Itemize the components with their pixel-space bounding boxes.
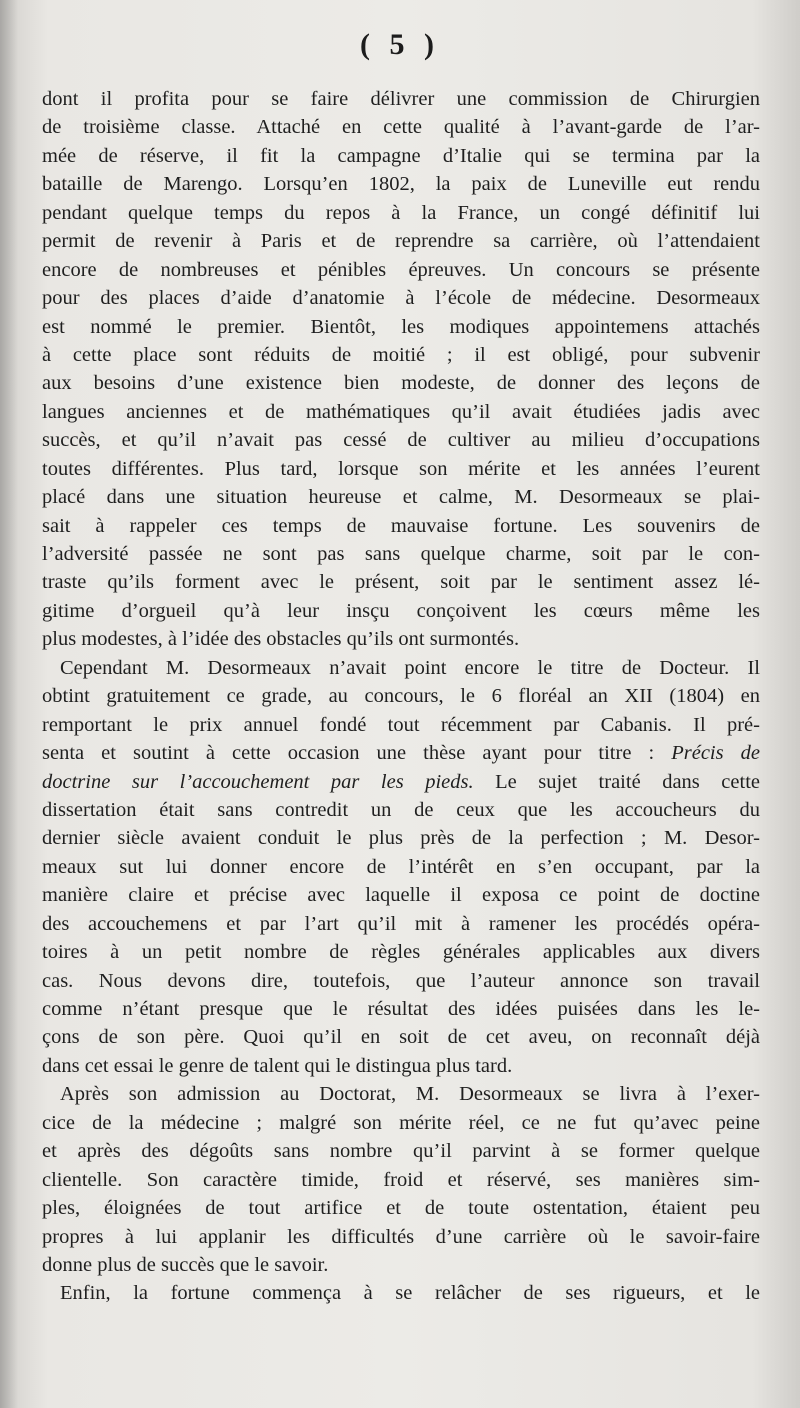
text-line: pour des places d’aide d’anatomie à l’école de médecine. Desormeaux [42, 287, 760, 310]
text-line: cas. Nous devons dire, toutefois, que l’auteur annonce son travail [42, 969, 760, 992]
text-line: dont il profita pour se faire délivrer une commission de Chirurgien [42, 88, 760, 110]
body-text [42, 85, 760, 1308]
text-line: permit de revenir à Paris et de reprendre sa carrière, où l’attendaient [42, 230, 760, 253]
text-line: toutes différentes. Plus tard, lorsque son mérite et les années l’eurent [42, 457, 760, 480]
text-line: sait à rappeler ces temps de mauvaise fortune. Les souvenirs de [42, 514, 760, 537]
text-line: traste qu’ils forment avec le présent, soit par le sentiment assez lé- [42, 571, 760, 594]
text-line: clientelle. Son caractère timide, froid et réservé, ses manières sim- [42, 1168, 760, 1191]
text-line-with-title [42, 739, 760, 767]
text-line: comme n’étant presque que le résultat des idées puisées dans les le- [42, 998, 760, 1020]
paragraph-4 [42, 1279, 760, 1307]
text-line: donne plus de succès que le savoir. [42, 1253, 329, 1276]
text-line: obtint gratuitement ce grade, au concours, le 6 floréal an XII (1804) en [42, 685, 760, 708]
text-line: bataille de Marengo. Lorsqu’en 1802, la paix de Luneville eut rendu [42, 173, 760, 196]
text-line: çons de son père. Quoi qu’il en soit de cet aveu, on reconnaît déjà [42, 1026, 760, 1049]
text-line: remportant le prix annuel fondé tout récemment par Cabanis. Il pré- [42, 713, 760, 736]
text-line: pendant quelque temps du repos à la France, un congé définitif lui [42, 201, 760, 224]
text-line: propres à lui applanir les difficultés d’une carrière où le savoir-faire [42, 1225, 760, 1248]
text-line: encore de nombreuses et pénibles épreuves. Un concours se présente [42, 258, 760, 281]
text-line: ples, éloignées de tout artifice et de toute ostentation, étaient peu [42, 1197, 760, 1220]
text-line: cice de la médecine ; malgré son mérite réel, ce ne fut qu’avec peine [42, 1111, 760, 1134]
text-line: mée de réserve, il fit la campagne d’Italie qui se termina par la [42, 144, 760, 167]
text-line: dissertation était sans contredit un de ceux que les accoucheurs du [42, 798, 760, 821]
text-line: des accouchemens et par l’art qu’il mit à ramener les procédés opéra- [42, 912, 760, 935]
text-line: l’adversité passée ne sont pas sans quelque charme, soit par le con- [42, 543, 760, 565]
paragraph-1 [42, 85, 760, 654]
text-line: dans cet essai le genre de talent qui le distingua plus tard. [42, 1054, 513, 1077]
text-line: plus modestes, à l’idée des obstacles qu’ils ont surmontés. [42, 628, 520, 651]
thesis-title-start: Précis de [671, 742, 760, 765]
text-line: aux besoins d’une existence bien modeste, de donner des leçons de [42, 372, 760, 395]
text-line: toires à un petit nombre de règles générales applicables aux divers [42, 941, 760, 964]
text-line: meaux sut lui donner encore de l’intérêt en s’en occupant, par la [42, 855, 760, 878]
text-line: Enfin, la fortune commença à se relâcher de ses rigueurs, et le [60, 1282, 760, 1305]
text-line: placé dans une situation heureuse et calme, M. Desormeaux se plai- [42, 486, 760, 509]
binding-shadow [0, 0, 18, 1408]
text-fragment: senta et soutint à cette occasion une thèse ayant pour titre : [42, 742, 655, 765]
text-line: de troisième classe. Attaché en cette qualité à l’avant-garde de l’ar- [42, 116, 760, 139]
text-line: dernier siècle avaient conduit le plus près de la perfection ; M. Desor- [42, 827, 760, 850]
text-line: et après des dégoûts sans nombre qu’il parvint à se former quelque [42, 1140, 760, 1163]
paragraph-2 [42, 654, 760, 1081]
text-fragment-rest: Le sujet traité dans cette [473, 770, 760, 793]
text-line-with-title [42, 768, 760, 796]
text-line: gitime d’orgueil qu’à leur insçu conçoivent les cœurs même les [42, 599, 760, 622]
text-line: à cette place sont réduits de moitié ; il est obligé, pour subvenir [42, 343, 760, 366]
text-line: est nommé le premier. Bientôt, les modiques appointemens attachés [42, 315, 760, 338]
text-line: succès, et qu’il n’avait pas cessé de cultiver au milieu d’occupations [42, 429, 760, 452]
page-number: ( 5 ) [360, 28, 440, 61]
text-line: manière claire et précise avec laquelle il exposa ce point de doctine [42, 884, 760, 907]
text-line: langues anciennes et de mathématiques qu’il avait étudiées jadis avec [42, 400, 760, 423]
text-line: Après son admission au Doctorat, M. Desormeaux se livra à l’exer- [60, 1083, 760, 1106]
paragraph-3 [42, 1080, 760, 1279]
text-line: Cependant M. Desormeaux n’avait point encore le titre de Docteur. Il [60, 656, 760, 679]
thesis-title-end: doctrine sur l’accouchement par les pieds. [42, 770, 474, 793]
